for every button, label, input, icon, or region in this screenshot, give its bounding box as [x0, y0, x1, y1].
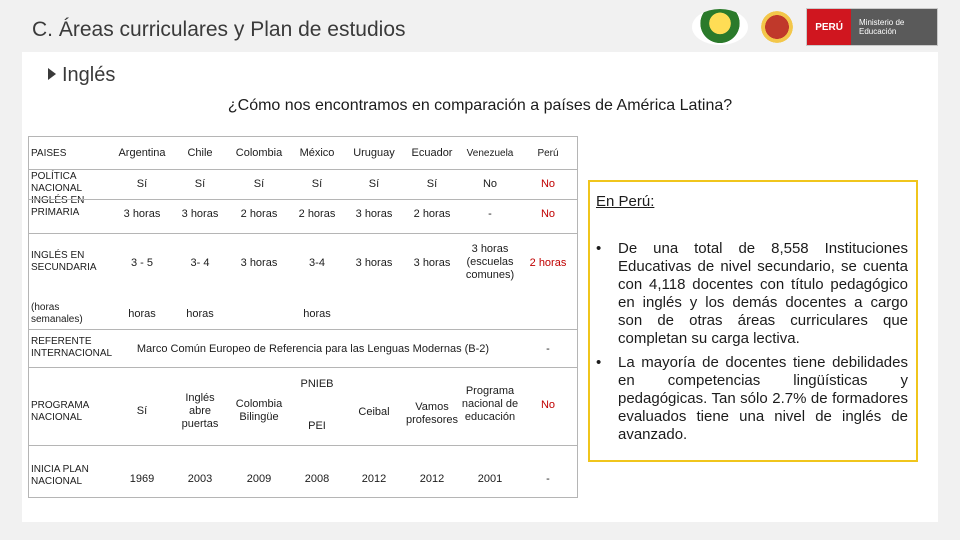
table-cell-merged: Marco Común Europeo de Referencia para las Lenguas Modernas (B-2) — [136, 343, 490, 355]
row-label-secundaria: INGLÉS EN SECUNDARIA — [31, 250, 97, 273]
comparison-table — [28, 136, 578, 498]
peru-crest-icon — [758, 9, 796, 45]
table-cell: - — [488, 208, 492, 220]
table-cell: Sí — [136, 178, 148, 190]
table-cell: Inglés abre puertas — [181, 392, 219, 430]
row-label-programa: PROGRAMA NACIONAL — [31, 400, 89, 423]
row-label-primaria: POLÍTICA NACIONAL INGLÉS EN PRIMARIA — [31, 171, 85, 218]
country-colombia: Colombia — [235, 147, 283, 159]
table-cell: Sí — [136, 405, 148, 417]
row-header-label: PAISES — [31, 148, 67, 159]
table-cell: 3 horas — [123, 208, 161, 220]
note-bullet-text: La mayoría de docentes tiene debilidades en competencias lingüísticas y pedagógicas. Tan sólo 2.7% de formadores evaluados tiene una nivel de inglés de avanzado. — [618, 354, 908, 443]
table-cell: horas — [186, 308, 214, 320]
table-cell-peru: - — [546, 473, 550, 485]
table-cell: 3- 4 — [190, 257, 210, 269]
table-cell: 3 horas — [181, 208, 219, 220]
note-bullet-text: De una total de 8,558 Instituciones Educativas de nivel secundario, se cuenta con 4,118 docentes con título pedagógico en inglés y los demás docentes a cargo son de otras áreas curriculares que completan su carga lectiva. — [618, 240, 908, 347]
comparison-question: ¿Cómo nos encontramos en comparación a países de América Latina? — [227, 97, 733, 114]
table-cell: Ceibal — [358, 406, 390, 418]
bullet-dot-icon: • — [596, 354, 602, 371]
table-cell: 3 horas (escuelas comunes) — [465, 243, 515, 281]
table-cell: 2 horas — [298, 208, 336, 220]
country-mexico: México — [299, 147, 335, 159]
table-cell: 2009 — [246, 473, 272, 485]
slide-subtitle: Inglés — [62, 64, 116, 86]
table-cell: horas — [303, 308, 331, 320]
row-label-inicia: INICIA PLAN NACIONAL — [31, 464, 89, 487]
table-cell: 2012 — [361, 473, 387, 485]
table-cell: Programa nacional de educación — [461, 385, 519, 423]
table-cell-peru: No — [540, 399, 556, 411]
country-chile: Chile — [187, 147, 213, 159]
country-venezuela: Venezuela — [466, 148, 514, 159]
table-cell: 3-4 — [309, 257, 325, 269]
table-cell: Sí — [253, 178, 265, 190]
table-cell: Sí — [368, 178, 380, 190]
note-heading: En Perú: — [596, 193, 655, 210]
table-cell: Vamos profesores — [406, 401, 458, 426]
bullet-dot-icon: • — [596, 240, 602, 257]
table-row — [29, 445, 577, 500]
table-cell: Sí — [426, 178, 438, 190]
table-header-row — [29, 137, 577, 169]
table-cell: Sí — [194, 178, 206, 190]
logo-peru-text: PERÚ — [807, 9, 851, 45]
logo-bar — [692, 8, 938, 46]
table-cell-peru: No — [540, 178, 556, 190]
table-cell: 3 horas — [355, 208, 393, 220]
table-cell: 2003 — [187, 473, 213, 485]
table-cell: 2 horas — [240, 208, 278, 220]
minedu-logo — [806, 8, 938, 46]
table-cell: No — [482, 178, 498, 190]
table-cell: 3 horas — [413, 257, 451, 269]
row-label-referente: REFERENTE INTERNACIONAL — [31, 336, 113, 359]
table-row — [29, 233, 577, 330]
table-cell: 2008 — [304, 473, 330, 485]
country-uruguay: Uruguay — [353, 147, 395, 159]
table-row — [29, 367, 577, 446]
table-row — [29, 199, 577, 234]
table-cell-peru: 2 horas — [529, 257, 567, 269]
list-item — [596, 354, 908, 444]
table-cell: Sí — [311, 178, 323, 190]
table-cell: 2001 — [477, 473, 503, 485]
subtitle-row — [48, 64, 115, 87]
table-cell: Colombia Bilingüe — [235, 398, 283, 423]
jornada-completa-logo — [692, 9, 748, 45]
table-row — [29, 329, 577, 368]
country-argentina: Argentina — [118, 147, 166, 159]
table-cell: 2 horas — [413, 208, 451, 220]
table-cell-peru: - — [546, 343, 550, 355]
country-ecuador: Ecuador — [411, 147, 453, 159]
list-item — [596, 240, 908, 348]
table-cell: 3 - 5 — [130, 257, 153, 269]
table-cell: 2012 — [419, 473, 445, 485]
table-cell: 1969 — [129, 473, 155, 485]
table-cell: horas — [128, 308, 156, 320]
table-cell-peru: No — [540, 208, 556, 220]
slide-title: C. Áreas curriculares y Plan de estudios — [32, 18, 406, 41]
table-cell: 3 horas — [240, 257, 278, 269]
table-cell: 3 horas — [355, 257, 393, 269]
table-cell: PEI — [308, 420, 326, 432]
country-peru: Perú — [537, 148, 559, 159]
logo-ministry-text: Ministerio de Educación — [851, 9, 937, 45]
row-label-weekly-hours: (horas semanales) — [31, 302, 83, 325]
triangle-bullet-icon — [48, 68, 56, 80]
note-bullets — [596, 240, 908, 450]
table-cell: PNIEB — [300, 378, 334, 390]
